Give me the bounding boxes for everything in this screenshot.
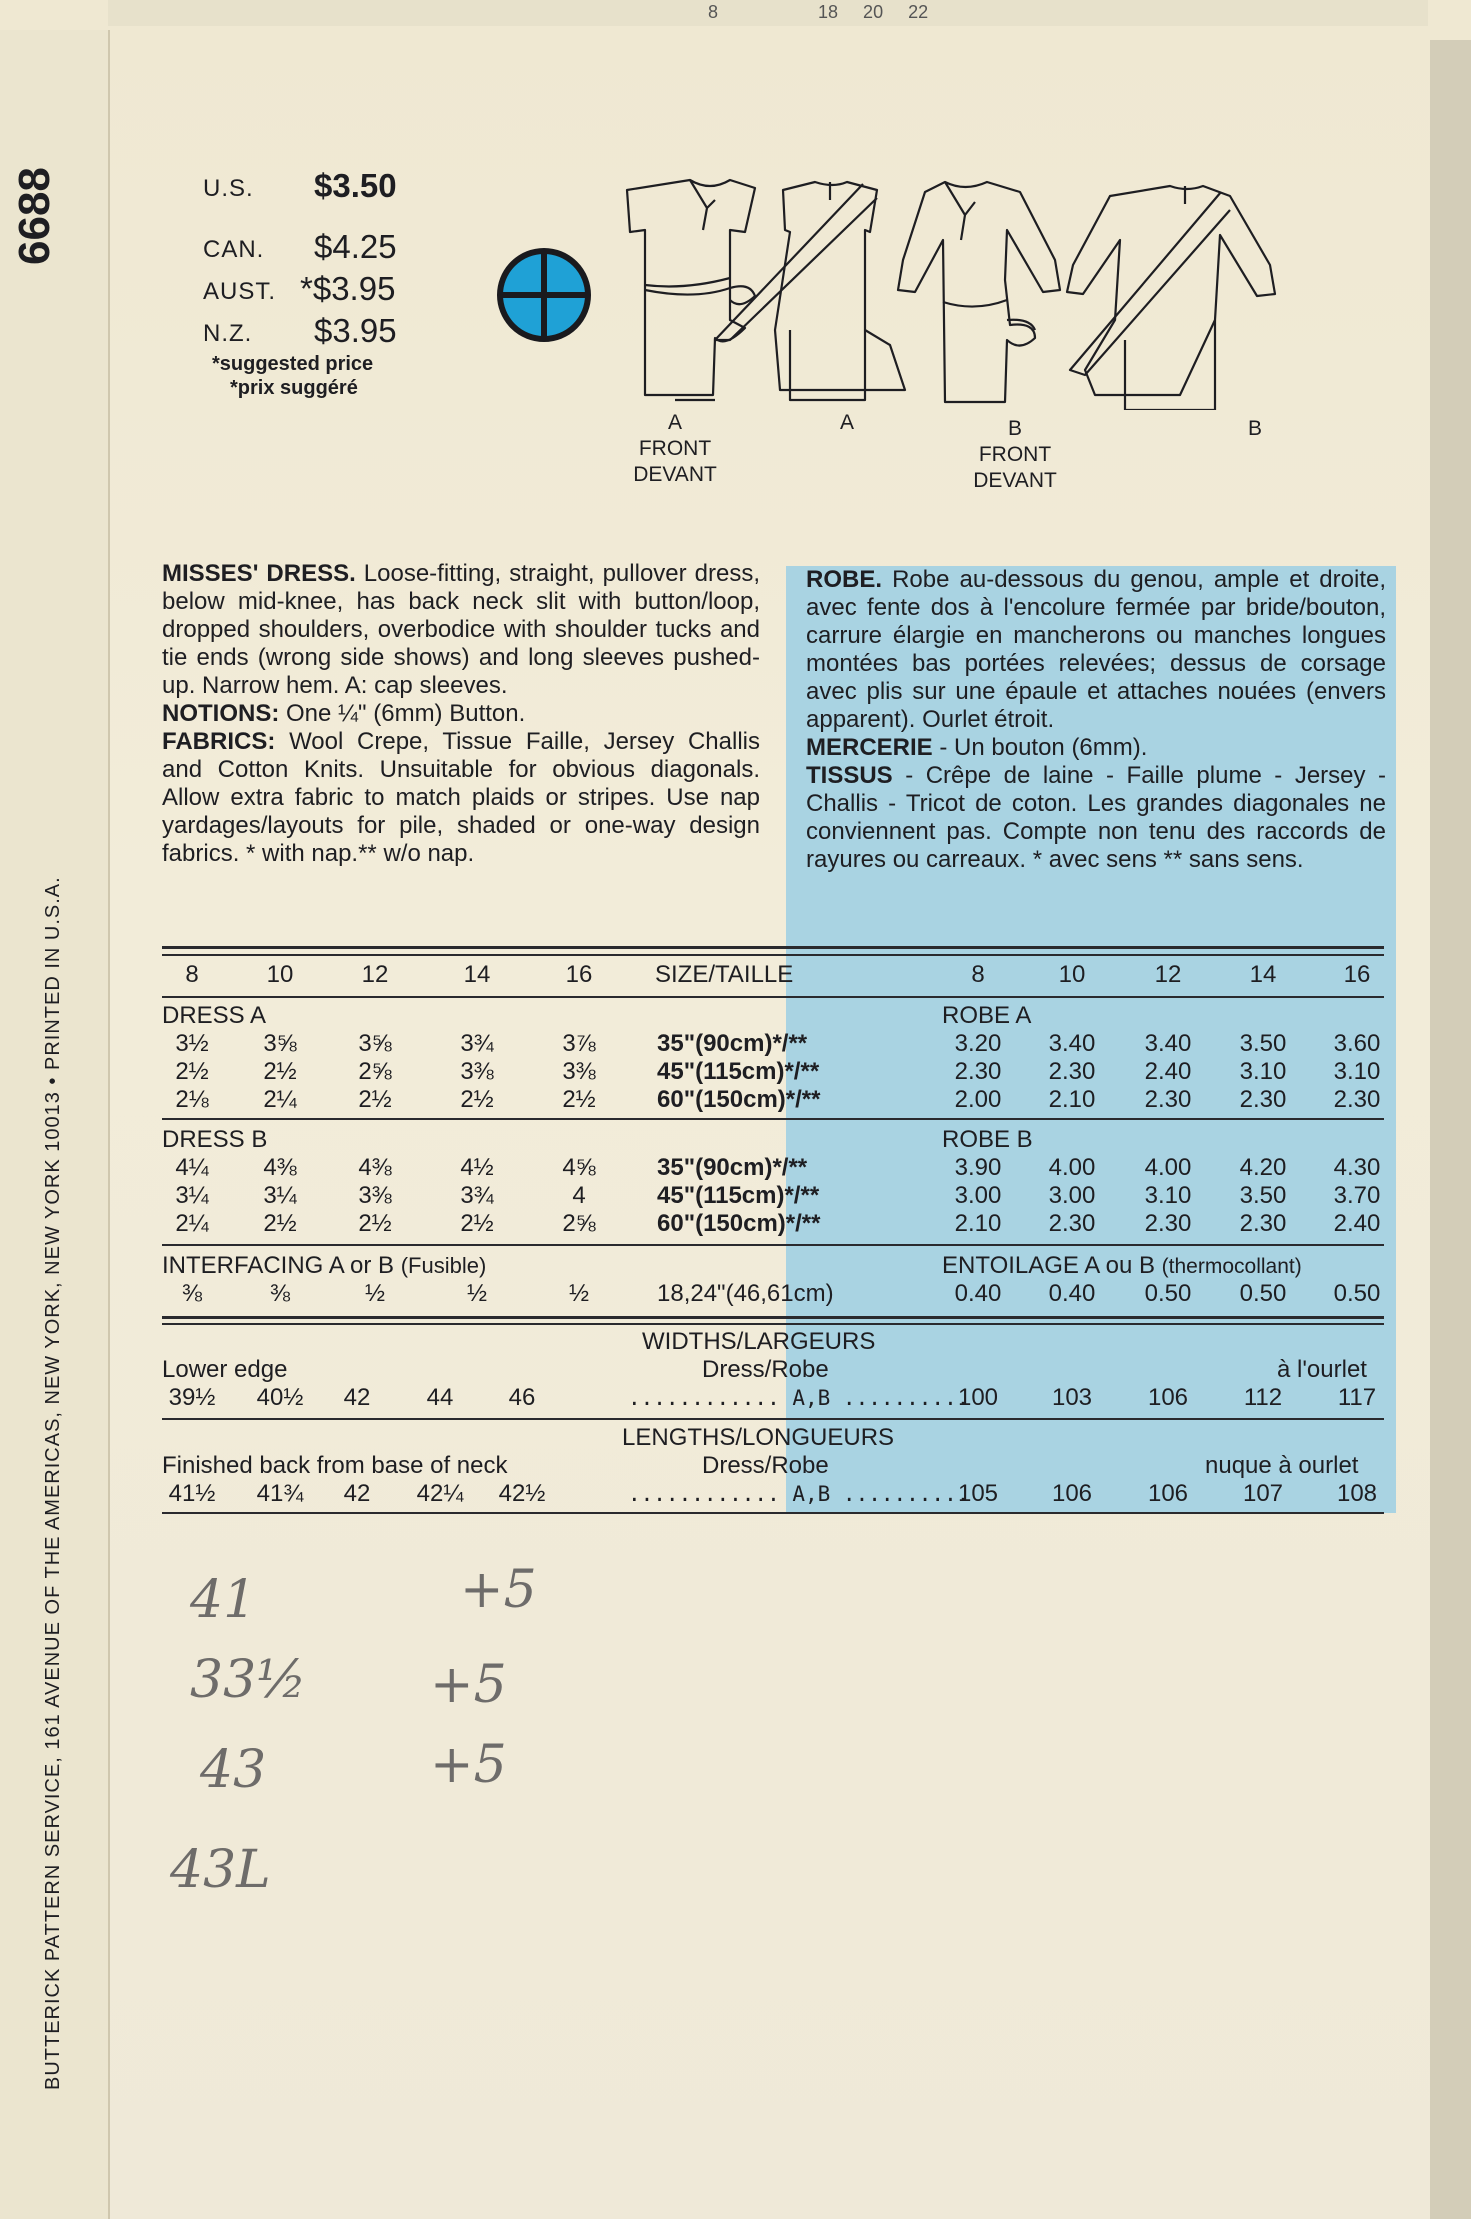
fabric-width-cell: 60"(150cm)*/** <box>657 1086 821 1113</box>
length-cm-cell: 106 <box>1147 1480 1189 1507</box>
interfacing-note: (Fusible) <box>400 1253 487 1278</box>
meter-cell: 4.00 <box>1048 1154 1096 1181</box>
figure-label-front: FRONT <box>978 443 1052 466</box>
table-top-rule-2 <box>162 954 1384 956</box>
meter-cell: 3.50 <box>1239 1182 1287 1209</box>
figure-label-letter: A <box>839 411 854 434</box>
fabrics-label-fr: TISSUS <box>806 762 893 789</box>
yardage-cell: 3¾ <box>460 1030 494 1057</box>
metric-size-header: 10 <box>1058 961 1086 988</box>
meter-cell: 2.30 <box>1048 1210 1096 1237</box>
yardage-cell: 3⅞ <box>562 1030 596 1057</box>
sketch-a-front <box>627 180 755 400</box>
lengths-left-label: Finished back from base of neck <box>162 1452 508 1479</box>
table-row <box>162 1210 1387 1238</box>
yardage-cell: ⅜ <box>181 1280 202 1307</box>
size-header: 10 <box>266 961 294 988</box>
fabrics-label: FABRICS: <box>162 728 276 755</box>
yardage-cell: 3⅝ <box>358 1030 392 1057</box>
yardage-cell: 4⅜ <box>358 1154 392 1181</box>
lengths-label-row <box>162 1452 1387 1480</box>
yardage-cell: 2⅛ <box>175 1086 209 1113</box>
figure-label-a-back <box>822 410 872 436</box>
table-row <box>162 1086 1387 1114</box>
yardage-cell: 2½ <box>358 1086 392 1113</box>
meter-cell: 3.10 <box>1144 1182 1192 1209</box>
yardage-cell: ⅜ <box>269 1280 290 1307</box>
yardage-cell: 4⅜ <box>263 1154 297 1181</box>
widths-left-label: Lower edge <box>162 1356 288 1383</box>
table-rule <box>162 1316 1384 1319</box>
size-header: 16 <box>565 961 593 988</box>
garment-sketches <box>615 170 1375 410</box>
meter-cell: 3.40 <box>1048 1030 1096 1057</box>
entoilage-note: (thermocollant) <box>1161 1255 1302 1278</box>
fabric-width-cell: 45"(115cm)*/** <box>657 1058 820 1085</box>
table-bottom-rule <box>162 1512 1384 1514</box>
yardage-cell: 2½ <box>263 1058 297 1085</box>
pattern-number: 6688 <box>10 167 59 265</box>
table-row <box>162 1480 1387 1508</box>
handwritten-notes <box>160 1560 660 1930</box>
yardage-cell: 2⅝ <box>562 1210 596 1237</box>
table-row <box>162 1058 1387 1086</box>
yardage-cell: 3¼ <box>175 1182 209 1209</box>
lengths-title: LENGTHS/LONGUEURS <box>622 1424 895 1451</box>
easy-symbol-icon <box>496 247 592 343</box>
meter-cell: 2.30 <box>1239 1086 1287 1113</box>
fabric-width-cell: 45"(115cm)*/** <box>657 1182 820 1209</box>
description-body-fr: Robe au-dessous du genou, ample et droite, avec fente dos à l'encolure fermée par bride/bouton, carrure élargie en mancherons ou manches longues montées bas portées relevées; dessus de corsage avec plis sur une épaule et attaches nouées (envers apparent). Ourlet étroit. <box>806 566 1387 733</box>
yardage-cell: 3¾ <box>460 1182 494 1209</box>
yardage-cell: 2⅝ <box>358 1058 392 1085</box>
yardage-cell: ½ <box>364 1280 385 1307</box>
fabrics-text: Wool Crepe, Tissue Faille, Jersey Challis and Cotton Knits. Unsuitable for obvious diagonals. Allow extra fabric to match plaids or stripes. Use nap yardages/layouts for pile, shaded or one-way design fabrics. * with nap.** w/o nap. <box>162 728 760 867</box>
figure-label-devant: DEVANT <box>633 463 717 486</box>
length-inch-cell: 42 <box>343 1480 371 1507</box>
meter-cell: 2.40 <box>1144 1058 1192 1085</box>
length-cm-cell: 107 <box>1242 1480 1284 1507</box>
robe-b-label: ROBE B <box>942 1126 1033 1153</box>
table-row <box>162 1280 1387 1308</box>
meter-cell: 3.40 <box>1144 1030 1192 1057</box>
price-note-en: *suggested price <box>212 353 374 375</box>
length-inch-cell: 42¼ <box>416 1480 464 1507</box>
width-inch-cell: 39½ <box>168 1384 216 1411</box>
description-title-fr: ROBE. <box>806 566 883 593</box>
meter-cell: 2.10 <box>954 1210 1002 1237</box>
lengths-leader: ............ A,B .......... <box>628 1482 970 1506</box>
notions-label: NOTIONS: <box>162 700 280 727</box>
publisher-address: BUTTERICK PATTERN SERVICE, 161 AVENUE OF THE AMERICAS, NEW YORK, NEW YORK 10013 • PRINTED IN U.S.A. <box>42 876 64 2090</box>
price-label-us: U.S. <box>203 175 254 202</box>
figure-label-front: FRONT <box>638 437 712 460</box>
fabric-width-cell: 60"(150cm)*/** <box>657 1210 821 1237</box>
lengths-title-row <box>162 1424 1387 1452</box>
meter-cell: 0.50 <box>1239 1280 1287 1307</box>
width-inch-cell: 42 <box>343 1384 371 1411</box>
entoilage-label-group <box>942 1252 1302 1280</box>
yardage-cell: 3⅜ <box>562 1058 596 1085</box>
price-value-us: $3.50 <box>314 167 397 204</box>
meter-cell: 3.50 <box>1239 1030 1287 1057</box>
meter-cell: 0.40 <box>954 1280 1002 1307</box>
table-rule <box>162 1244 1384 1246</box>
price-value-can: $4.25 <box>314 228 397 265</box>
meter-cell: 2.00 <box>954 1086 1002 1113</box>
fabric-width-cell: 35"(90cm)*/** <box>657 1154 808 1181</box>
price-note-fr: *prix suggéré <box>230 377 358 399</box>
description-french <box>806 566 1386 874</box>
meter-cell: 3.90 <box>954 1154 1002 1181</box>
handwritten-note: +5 <box>430 1735 507 1795</box>
description-english <box>162 560 760 868</box>
robe-a-label: ROBE A <box>942 1002 1032 1029</box>
widths-title-row <box>162 1328 1387 1356</box>
table-row <box>162 1182 1387 1210</box>
meter-cell: 2.30 <box>954 1058 1002 1085</box>
metric-size-header: 16 <box>1343 961 1371 988</box>
figure-label-letter: A <box>667 411 682 434</box>
figure-label-letter: B <box>1247 417 1262 440</box>
metric-size-header: 8 <box>971 961 985 988</box>
width-cm-cell: 103 <box>1051 1384 1093 1411</box>
handwritten-note: 41 <box>190 1570 257 1630</box>
widths-mid-label: Dress/Robe <box>702 1356 829 1383</box>
figure-label-b-back <box>1230 416 1280 442</box>
yardage-cell: 3½ <box>175 1030 209 1057</box>
yardage-cell: 2½ <box>175 1058 209 1085</box>
yardage-cell: ½ <box>568 1280 589 1307</box>
yardage-cell: 2½ <box>460 1086 494 1113</box>
price-value-nz: $3.95 <box>314 312 397 349</box>
price-label-can: CAN. <box>203 236 265 263</box>
yardage-cell: 4¼ <box>175 1154 209 1181</box>
fabrics-text-fr: - Crêpe de laine - Faille plume - Jersey - Challis - Tricot de coton. Les grandes diagonales ne conviennent pas. Compte non tenu des raccords de rayures ou carreaux. * avec sens ** sans sens. <box>806 762 1387 873</box>
dress-a-label-row <box>162 1002 1387 1030</box>
meter-cell: 2.30 <box>1239 1210 1287 1237</box>
width-inch-cell: 40½ <box>256 1384 304 1411</box>
meter-cell: 3.20 <box>954 1030 1002 1057</box>
yardage-cell: 3⅝ <box>263 1030 297 1057</box>
length-inch-cell: 41¾ <box>256 1480 304 1507</box>
yardage-cell: 2½ <box>562 1086 596 1113</box>
yardage-cell: ½ <box>466 1280 487 1307</box>
meter-cell: 0.40 <box>1048 1280 1096 1307</box>
table-rule <box>162 996 1384 998</box>
table-rule <box>162 1323 1384 1325</box>
lengths-mid-label: Dress/Robe <box>702 1452 829 1479</box>
handwritten-note: +5 <box>460 1560 537 1620</box>
width-cm-cell: 100 <box>957 1384 999 1411</box>
metric-size-header: 14 <box>1249 961 1277 988</box>
price-label-nz: N.Z. <box>203 320 253 347</box>
description-title: MISSES' DRESS. <box>162 560 356 587</box>
size-header-row <box>162 961 1387 989</box>
meter-cell: 2.10 <box>1048 1086 1096 1113</box>
table-row <box>162 1030 1387 1058</box>
widths-leader: ............ A,B .......... <box>628 1386 970 1410</box>
price-label-aust: AUST. <box>203 278 277 305</box>
dress-b-label-row <box>162 1126 1387 1154</box>
interfacing-label-row <box>162 1252 1387 1280</box>
yardage-cell: 3⅜ <box>460 1058 494 1085</box>
length-inch-cell: 41½ <box>168 1480 216 1507</box>
widths-label-row <box>162 1356 1387 1384</box>
table-top-rule <box>162 946 1384 949</box>
yardage-cell: 2¼ <box>175 1210 209 1237</box>
meter-cell: 3.00 <box>1048 1182 1096 1209</box>
size-header: 14 <box>463 961 491 988</box>
table-rule <box>162 1118 1384 1120</box>
metric-size-header: 12 <box>1154 961 1182 988</box>
meter-cell: 2.30 <box>1048 1058 1096 1085</box>
size-header: 8 <box>185 961 199 988</box>
price-value-aust: *$3.95 <box>300 270 396 307</box>
notions-text: One ¼" (6mm) Button. <box>286 700 526 727</box>
yardage-cell: 2½ <box>263 1210 297 1237</box>
yardage-cell: 4⅝ <box>562 1154 596 1181</box>
meter-cell: 3.00 <box>954 1182 1002 1209</box>
yardage-cell: 2½ <box>358 1210 392 1237</box>
dress-a-label: DRESS A <box>162 1002 267 1029</box>
figure-label-devant: DEVANT <box>973 469 1057 492</box>
interfacing-label: INTERFACING A or B <box>162 1252 395 1279</box>
handwritten-note: 33½ <box>190 1650 307 1710</box>
yardage-cell: 3⅜ <box>358 1182 392 1209</box>
yardage-cell: 2½ <box>460 1210 494 1237</box>
entoilage-label: ENTOILAGE A ou B <box>942 1252 1155 1279</box>
width-cm-cell: 112 <box>1243 1384 1283 1411</box>
lengths-right-label: nuque à ourlet <box>1205 1452 1359 1479</box>
price-note <box>212 352 373 400</box>
dress-b-label: DRESS B <box>162 1126 268 1153</box>
meter-cell: 0.50 <box>1333 1280 1381 1307</box>
width-cm-cell: 106 <box>1147 1384 1189 1411</box>
meter-cell: 3.10 <box>1239 1058 1287 1085</box>
yardage-cell: 2¼ <box>263 1086 297 1113</box>
length-inch-cell: 42½ <box>498 1480 546 1507</box>
right-edge-shadow <box>1430 40 1471 2219</box>
width-inch-cell: 44 <box>426 1384 454 1411</box>
fabric-width-cell: 35"(90cm)*/** <box>657 1030 808 1057</box>
meter-cell: 3.10 <box>1333 1058 1381 1085</box>
length-cm-cell: 106 <box>1051 1480 1093 1507</box>
notions-label-fr: MERCERIE <box>806 734 933 761</box>
sketch-a-back <box>715 182 905 400</box>
sketch-b-back <box>1067 186 1275 410</box>
sketch-b-front <box>898 182 1060 402</box>
length-cm-cell: 105 <box>957 1480 999 1507</box>
figure-label-a-front <box>620 410 730 488</box>
meter-cell: 3.60 <box>1333 1030 1381 1057</box>
handwritten-note: 43 <box>200 1740 267 1800</box>
width-cm-cell: 117 <box>1337 1384 1377 1411</box>
figure-label-letter: B <box>1007 417 1022 440</box>
description-body: Loose-fitting, straight, pullover dress, below mid-knee, has back neck slit with button/loop, dropped shoulders, overbodice with shoulder tucks and tie ends (wrong side shows) and long sleeves pushed-up. Narrow hem. A: cap sleeves. <box>162 560 760 699</box>
figure-label-b-front <box>960 416 1070 494</box>
table-rule <box>162 1418 1384 1420</box>
meter-cell: 4.00 <box>1144 1154 1192 1181</box>
meter-cell: 4.30 <box>1333 1154 1381 1181</box>
notions-text-fr: - Un bouton (6mm). <box>939 734 1148 761</box>
yardage-cell: 3¼ <box>263 1182 297 1209</box>
interfacing-label-group <box>162 1252 486 1280</box>
meter-cell: 0.50 <box>1144 1280 1192 1307</box>
widths-title: WIDTHS/LARGEURS <box>642 1328 876 1355</box>
size-header: 12 <box>361 961 389 988</box>
size-title: SIZE/TAILLE <box>655 961 794 988</box>
handwritten-note: +5 <box>430 1655 507 1715</box>
meter-cell: 2.30 <box>1144 1210 1192 1237</box>
yardage-cell: 4½ <box>460 1154 494 1181</box>
length-cm-cell: 108 <box>1336 1480 1378 1507</box>
fabric-width-cell: 18,24"(46,61cm) <box>657 1280 834 1307</box>
meter-cell: 4.20 <box>1239 1154 1287 1181</box>
meter-cell: 2.30 <box>1333 1086 1381 1113</box>
meter-cell: 2.40 <box>1333 1210 1381 1237</box>
table-row <box>162 1384 1387 1412</box>
top-flap-strip <box>108 0 1428 26</box>
top-size-numbers: 8 18 20 22 <box>708 2 929 22</box>
widths-right-label: à l'ourlet <box>1277 1356 1367 1383</box>
meter-cell: 3.70 <box>1333 1182 1381 1209</box>
width-inch-cell: 46 <box>508 1384 536 1411</box>
meter-cell: 2.30 <box>1144 1086 1192 1113</box>
table-row <box>162 1154 1387 1182</box>
handwritten-note: 43L <box>170 1840 271 1900</box>
yardage-cell: 4 <box>572 1182 586 1209</box>
